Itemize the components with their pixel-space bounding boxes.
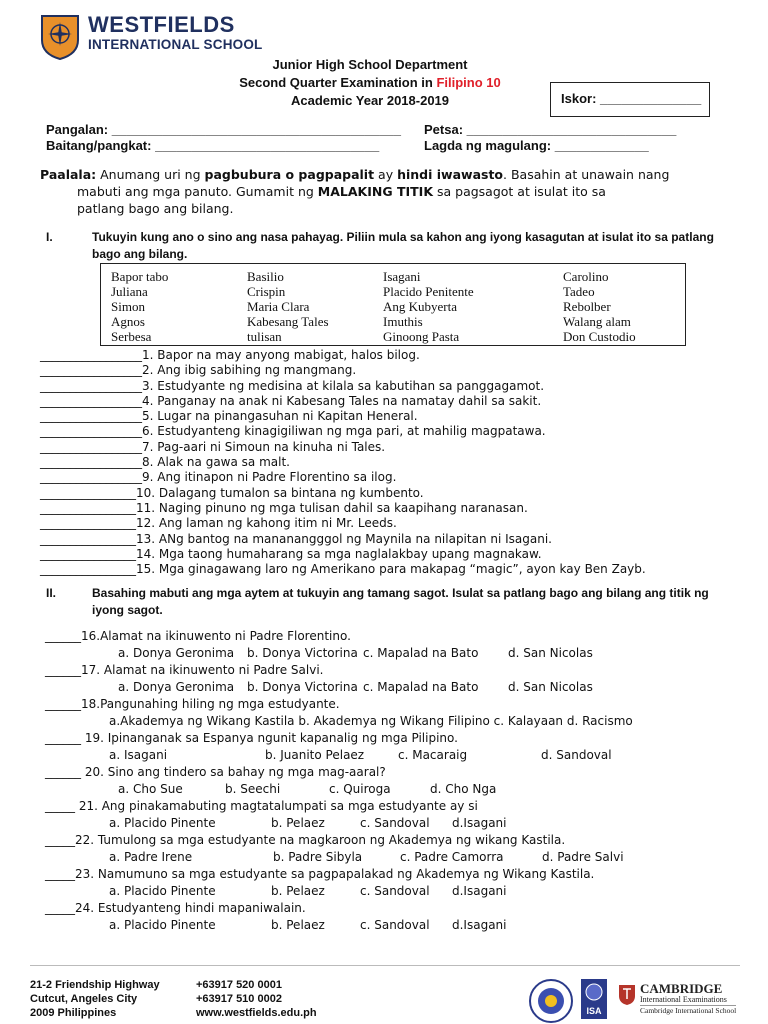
mc-question[interactable]: ______ 20. Sino ang tindero sa bahay ng mga mag-aaral? bbox=[45, 765, 386, 779]
paalala-text2: ay bbox=[374, 167, 398, 182]
exam-subject: Filipino 10 bbox=[436, 75, 501, 90]
mc-option[interactable]: d. Cho Nga bbox=[430, 782, 497, 796]
word-choice: Ang Kubyerta bbox=[383, 299, 458, 314]
cambridge-title: CAMBRIDGE bbox=[640, 981, 723, 996]
word-column-4 bbox=[563, 269, 636, 344]
mc-options bbox=[45, 917, 735, 934]
school-crest-logo bbox=[40, 14, 80, 60]
mc-option[interactable]: c. Sandoval bbox=[360, 884, 430, 898]
mc-option[interactable]: d. San Nicolas bbox=[508, 680, 593, 694]
phone-number: +63917 520 0001 bbox=[196, 979, 282, 991]
paalala-line2a: mabuti ang mga panuto. Gumamit ng bbox=[77, 184, 318, 199]
section2-questions bbox=[45, 628, 735, 934]
word-choice: Ginoong Pasta bbox=[383, 329, 460, 344]
mc-option[interactable]: b. Pelaez bbox=[271, 918, 325, 932]
identification-item[interactable]: _________________9. Ang itinapon ni Padre Florentino sa ilog. bbox=[40, 470, 397, 485]
mc-options bbox=[45, 781, 735, 798]
mc-question[interactable]: _____22. Tumulong sa mga estudyante na magkaroon ng Akademya ng wikang Kastila. bbox=[45, 833, 566, 847]
baitang-field[interactable]: Baitang/pangkat: _______________________________ bbox=[46, 138, 380, 153]
mc-question[interactable]: ______16.Alamat na ikinuwento ni Padre Florentino. bbox=[45, 629, 351, 643]
score-label: Iskor: ______________ bbox=[561, 91, 702, 106]
paalala-line3: patlang bago ang bilang. bbox=[77, 201, 234, 216]
cambridge-shield-icon bbox=[618, 984, 636, 1006]
mc-option[interactable]: b. Pelaez bbox=[271, 816, 325, 830]
word-choice: Carolino bbox=[563, 269, 609, 284]
cambridge-subtitle: International Examinations bbox=[640, 995, 727, 1004]
word-choice: Simon bbox=[111, 299, 145, 314]
mc-option[interactable]: b. Pelaez bbox=[271, 884, 325, 898]
mc-option[interactable]: a. Donya Geronima bbox=[118, 646, 235, 660]
school-address bbox=[30, 978, 160, 1020]
mc-option[interactable]: b. Padre Sibyla bbox=[273, 850, 363, 864]
word-choice: Imuthis bbox=[383, 314, 423, 329]
section2-heading bbox=[46, 585, 722, 619]
mc-option[interactable]: c. Mapalad na Bato bbox=[363, 680, 479, 694]
identification-item[interactable]: _________________7. Pag-aari ni Simoun na kinuha ni Tales. bbox=[40, 439, 386, 454]
mc-question[interactable]: ______18.Pangunahing hiling ng mga estudyante. bbox=[45, 697, 340, 711]
word-choice: Kabesang Tales bbox=[247, 314, 329, 329]
paalala-bold1: pagbubura o pagpapalit bbox=[204, 167, 375, 182]
identification-item[interactable]: ________________14. Mga taong humaharang sa mga naglalakbay upang magnakaw. bbox=[40, 546, 542, 561]
mc-options bbox=[45, 713, 735, 730]
identification-item[interactable]: _________________2. Ang ibig sabihing ng mangmang. bbox=[40, 363, 357, 378]
word-choice: Rebolber bbox=[563, 299, 611, 314]
word-choice-box bbox=[100, 263, 686, 346]
mc-option[interactable]: d. Sandoval bbox=[541, 748, 612, 762]
identification-item[interactable]: ________________13. ANg bantog na mananangggol ng Maynila na nilapitan ni Isagani. bbox=[40, 531, 552, 546]
exam-title bbox=[200, 74, 540, 92]
section1-items bbox=[40, 348, 730, 577]
identification-item[interactable]: ________________11. Naging pinuno ng mga tulisan dahil sa kaapihang naranasan. bbox=[40, 500, 528, 515]
address-line: 2009 Philippines bbox=[30, 1007, 117, 1019]
exam-title-prefix: Second Quarter Examination in bbox=[239, 75, 437, 90]
identification-item[interactable]: ________________10. Dalagang tumalon sa bintana ng kumbento. bbox=[40, 485, 424, 500]
word-choice: Basilio bbox=[247, 269, 284, 284]
mc-option[interactable]: a. Donya Geronima bbox=[118, 680, 235, 694]
mc-option[interactable]: c. Quiroga bbox=[329, 782, 391, 796]
mc-option[interactable]: b. Donya Victorina bbox=[247, 680, 358, 694]
section1-heading bbox=[46, 229, 722, 263]
paalala-bold2: hindi iwawasto bbox=[397, 167, 504, 182]
exam-header bbox=[200, 56, 540, 110]
section2-number: II. bbox=[46, 586, 57, 600]
mc-option[interactable]: c. Macaraig bbox=[398, 748, 468, 762]
word-choice: Maria Clara bbox=[247, 299, 310, 314]
mc-option[interactable]: a. Padre Irene bbox=[109, 850, 193, 864]
mc-option[interactable]: a.Akademya ng Wikang Kastila b. Akademya ng Wikang Filipino c. Kalayaan d. Racismo bbox=[109, 714, 633, 728]
word-column-3 bbox=[383, 269, 474, 344]
address-line: 21-2 Friendship Highway bbox=[30, 979, 160, 991]
mc-option[interactable]: c. Mapalad na Bato bbox=[363, 646, 479, 660]
mc-options bbox=[45, 849, 735, 866]
mc-option[interactable]: a. Cho Sue bbox=[118, 782, 183, 796]
mc-option[interactable]: d.Isagani bbox=[452, 918, 507, 932]
mc-option[interactable]: d.Isagani bbox=[452, 884, 507, 898]
mc-question[interactable]: ______17. Alamat na ikinuwento ni Padre Salvi. bbox=[45, 663, 324, 677]
deped-seal-icon bbox=[528, 978, 574, 1024]
paalala-label: Paalala: bbox=[40, 167, 97, 182]
cambridge-logo bbox=[640, 982, 736, 1016]
mc-option[interactable]: c. Sandoval bbox=[360, 816, 430, 830]
identification-item[interactable]: _________________4. Panganay na anak ni Kabesang Tales na namatay dahil sa sakit. bbox=[40, 393, 542, 408]
word-choice: Tadeo bbox=[563, 284, 595, 299]
identification-item[interactable]: ________________12. Ang laman ng kahong itim ni Mr. Leeds. bbox=[40, 516, 397, 531]
mc-option[interactable]: d.Isagani bbox=[452, 816, 507, 830]
school-name-line1: WESTFIELDS bbox=[88, 12, 235, 37]
word-choice: tulisan bbox=[247, 329, 282, 344]
score-box[interactable] bbox=[550, 82, 710, 117]
word-choice: Serbesa bbox=[111, 329, 152, 344]
paalala-text3: . Basahin at unawain nang bbox=[503, 167, 670, 182]
school-name bbox=[88, 14, 263, 52]
footer-divider bbox=[30, 965, 740, 966]
mc-option[interactable]: c. Sandoval bbox=[360, 918, 430, 932]
identification-item[interactable]: _________________1. Bapor na may anyong mabigat, halos bilog. bbox=[40, 348, 420, 362]
word-column-2 bbox=[247, 269, 329, 344]
word-choice: Bapor tabo bbox=[111, 269, 169, 284]
mc-question[interactable]: _____ 21. Ang pinakamabuting magtatalumpati sa mga estudyante ay si bbox=[45, 799, 478, 813]
isa-label: ISA bbox=[586, 1006, 602, 1016]
mc-question[interactable]: _____23. Namumuno sa mga estudyante sa pagpapalakad ng Akademya ng Wikang Kastila. bbox=[45, 867, 595, 881]
word-choice: Placido Penitente bbox=[383, 284, 474, 299]
isa-logo-icon bbox=[580, 978, 608, 1020]
mc-option[interactable]: b. Donya Victorina bbox=[247, 646, 358, 660]
identification-item[interactable]: _________________5. Lugar na pinangasuhan ni Kapitan Heneral. bbox=[40, 409, 418, 424]
word-choice: Agnos bbox=[111, 314, 145, 329]
identification-item[interactable]: _________________6. Estudyanteng kinagigiliwan ng mga pari, at mahilig magpatawa. bbox=[40, 424, 546, 439]
school-name-line2: INTERNATIONAL SCHOOL bbox=[88, 37, 263, 52]
mc-options bbox=[45, 679, 735, 696]
address-line: Cutcut, Angeles City bbox=[30, 993, 138, 1005]
paalala-note bbox=[40, 166, 720, 217]
mc-option[interactable]: a. Placido Pinente bbox=[109, 918, 216, 932]
mc-question[interactable]: _____24. Estudyanteng hindi mapaniwalain. bbox=[45, 901, 306, 915]
paalala-text1: Anumang uri ng bbox=[96, 167, 205, 182]
section1-number: I. bbox=[46, 230, 53, 244]
academic-year: Academic Year 2018-2019 bbox=[290, 93, 450, 108]
pangalan-field[interactable]: Pangalan: ________________________________________ bbox=[46, 122, 401, 137]
mc-option[interactable]: a. Placido Pinente bbox=[109, 816, 216, 830]
paalala-line1 bbox=[40, 166, 720, 183]
phone-number: +63917 510 0002 bbox=[196, 993, 282, 1005]
identification-item[interactable]: _________________3. Estudyante ng medisina at kilala sa kabutihan sa panggagamot. bbox=[40, 378, 545, 393]
identification-item[interactable]: _________________8. Alak na gawa sa malt. bbox=[40, 455, 290, 470]
section2-instruction: Basahing mabuti ang mga aytem at tukuyin ang tamang sagot. Isulat sa patlang bago ang bilang ang titik ng iyong sagot. bbox=[92, 586, 709, 617]
paalala-line2c: sa pagsagot at isulat ito sa bbox=[433, 184, 606, 199]
cambridge-school-label: Cambridge International School bbox=[640, 1006, 737, 1015]
word-choice: Crispin bbox=[247, 284, 286, 299]
word-choice: Don Custodio bbox=[563, 329, 636, 344]
identification-item[interactable]: ________________15. Mga ginagawang laro ng Amerikano para makapag “magic”, ayon kay Ben Zayb. bbox=[40, 562, 646, 577]
mc-option[interactable]: a. Isagani bbox=[109, 748, 168, 762]
school-contacts bbox=[196, 978, 317, 1020]
paalala-line2b: MALAKING TITIK bbox=[317, 184, 434, 199]
lagda-field[interactable]: Lagda ng magulang: _____________ bbox=[424, 138, 649, 153]
word-column-1 bbox=[111, 269, 168, 344]
section1-instruction: Tukuyin kung ano o sino ang nasa pahayag. Piliin mula sa kahon ang iyong kasagutan at isulat ito sa patlang bago ang bilang. bbox=[92, 230, 714, 261]
mc-option[interactable]: b. Juanito Pelaez bbox=[265, 748, 365, 762]
mc-option[interactable]: b. Seechi bbox=[225, 782, 281, 796]
mc-option[interactable]: d. San Nicolas bbox=[508, 646, 593, 660]
mc-options bbox=[45, 883, 735, 900]
mc-option[interactable]: d. Padre Salvi bbox=[542, 850, 624, 864]
word-choice: Isagani bbox=[383, 269, 421, 284]
paalala-line2 bbox=[40, 183, 720, 200]
department-title: Junior High School Department bbox=[272, 57, 468, 72]
mc-option[interactable]: a. Placido Pinente bbox=[109, 884, 216, 898]
mc-options bbox=[45, 747, 735, 764]
word-choice: Juliana bbox=[111, 284, 148, 299]
mc-option[interactable]: c. Padre Camorra bbox=[400, 850, 504, 864]
petsa-field[interactable]: Petsa: _____________________________ bbox=[424, 122, 677, 137]
mc-options bbox=[45, 815, 735, 832]
mc-options bbox=[45, 645, 735, 662]
website-link[interactable]: www.westfields.edu.ph bbox=[196, 1007, 317, 1019]
word-choice: Walang alam bbox=[563, 314, 631, 329]
mc-question[interactable]: ______ 19. Ipinanganak sa Espanya ngunit kapanalig ng mga Pilipino. bbox=[45, 731, 458, 745]
